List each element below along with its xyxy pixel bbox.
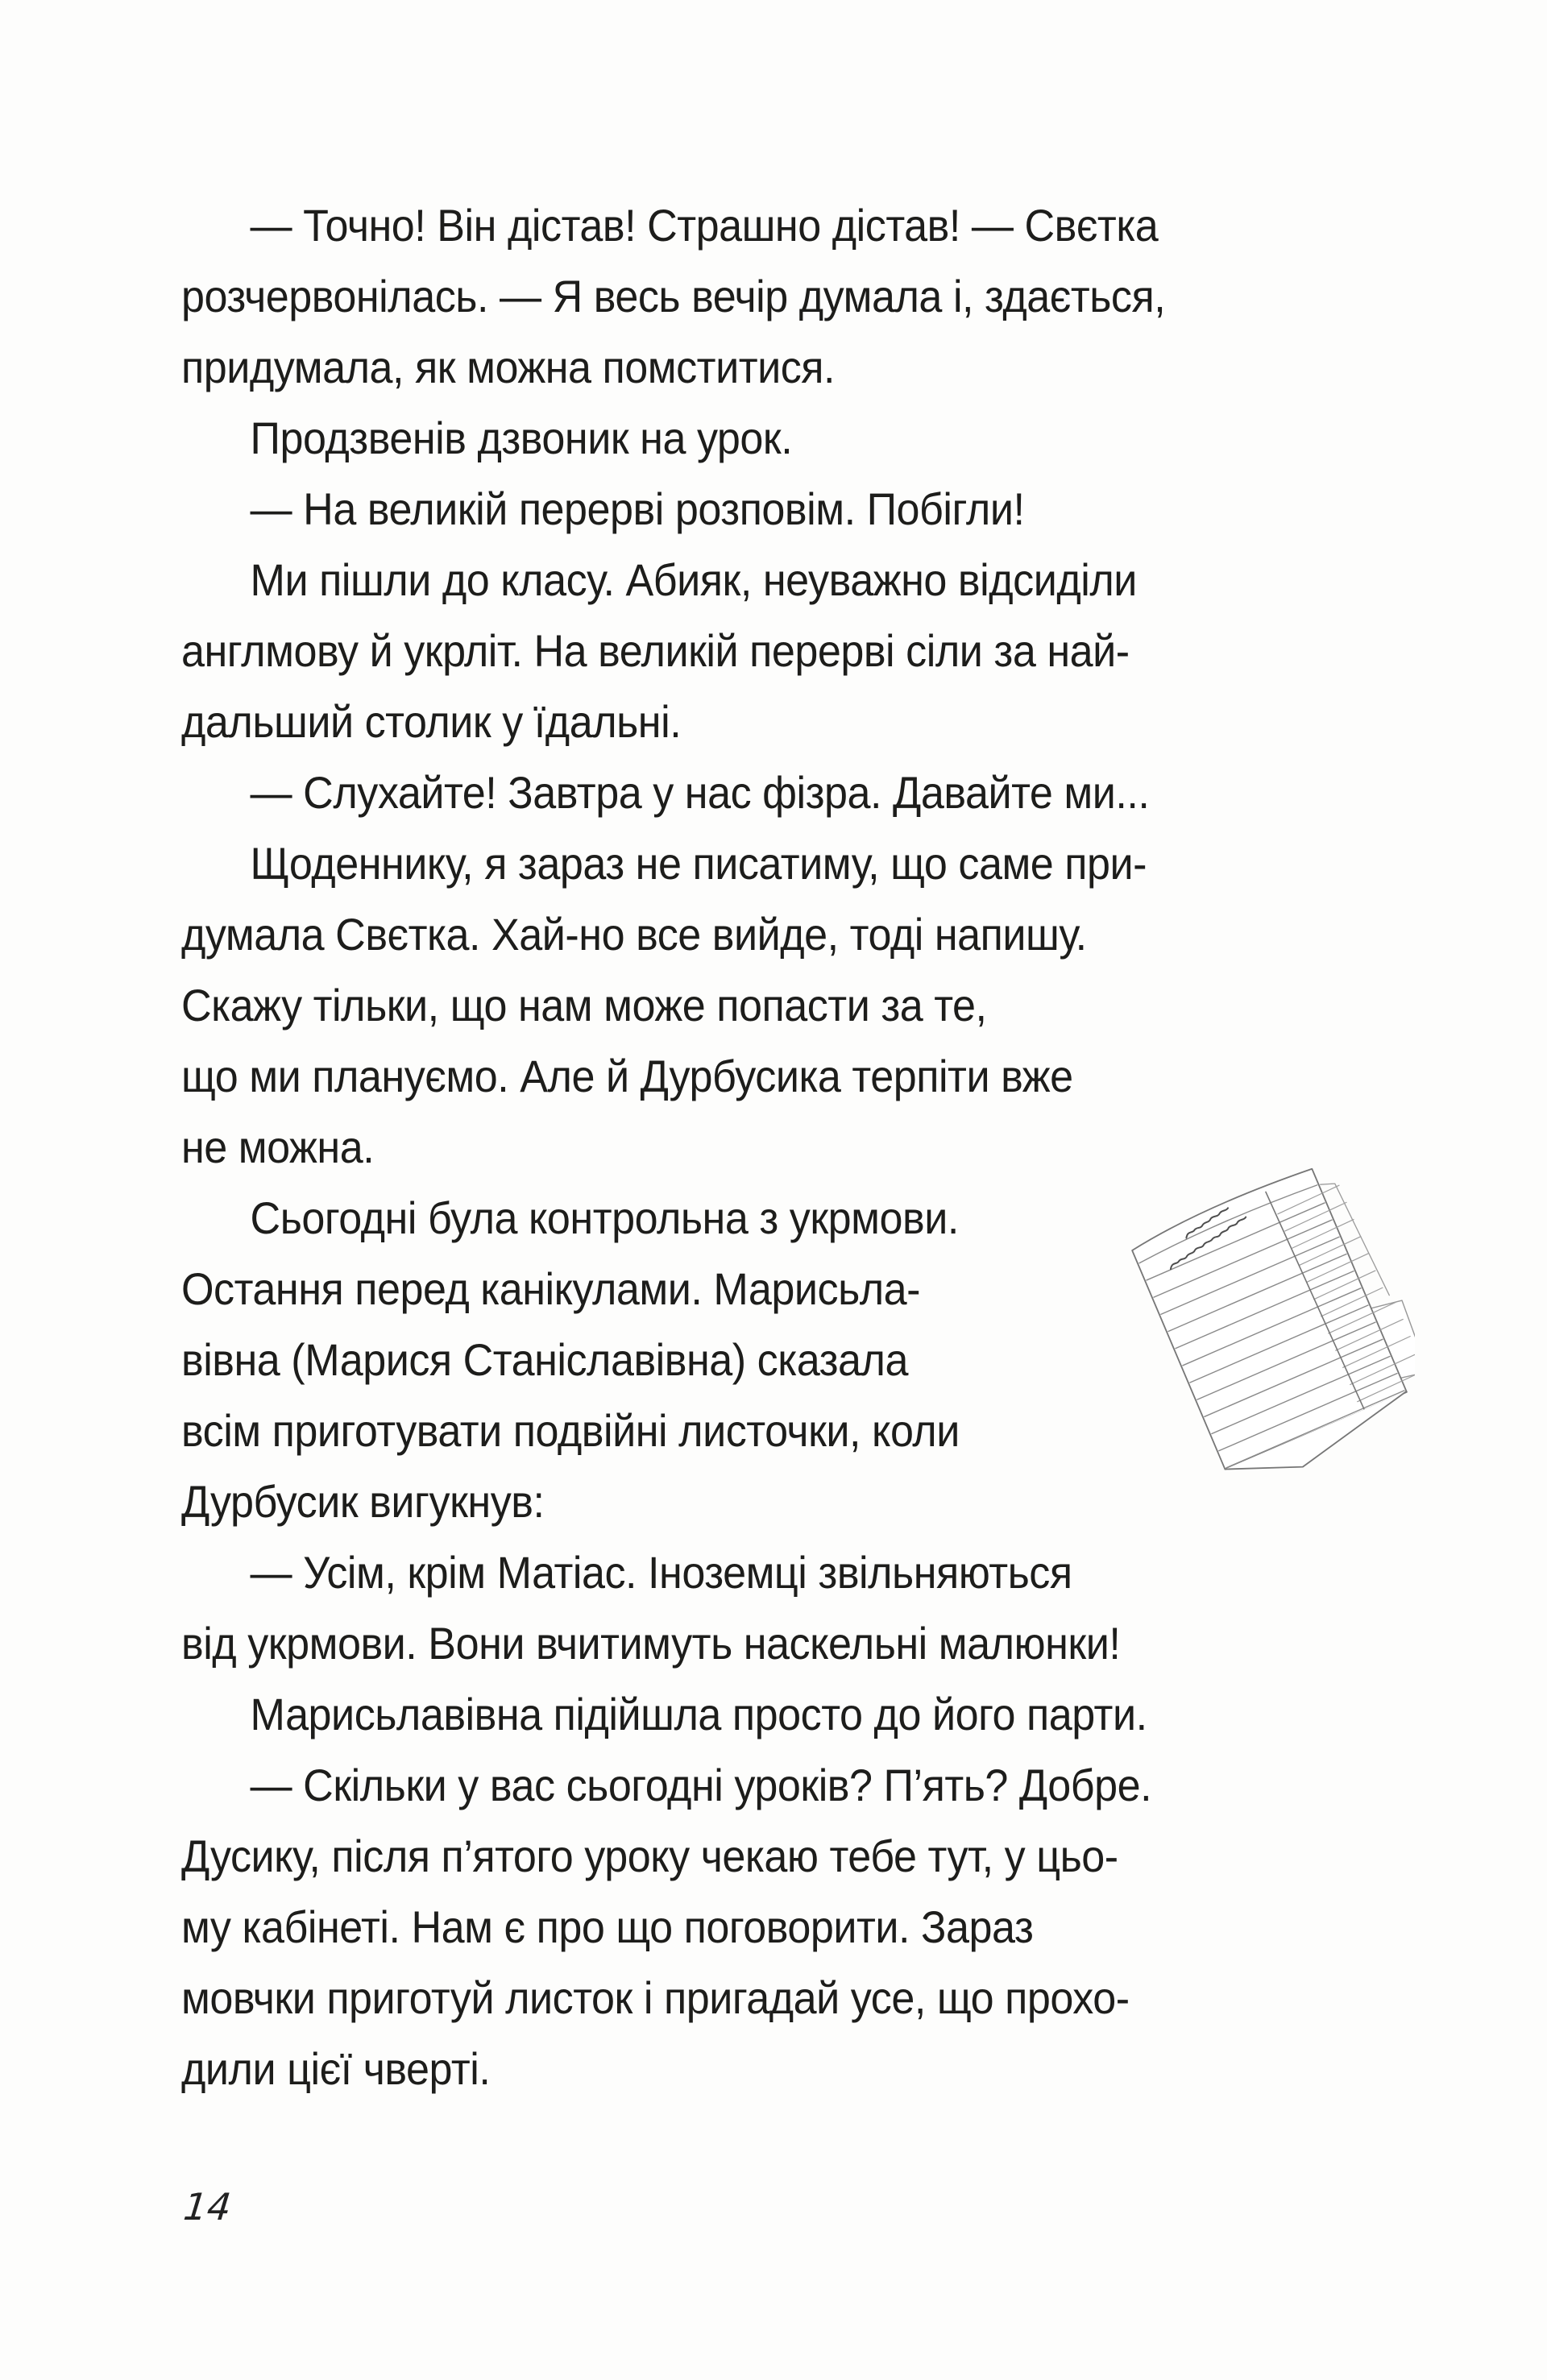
text-line: Дурбусик вигукнув: bbox=[181, 1476, 545, 1527]
text-line: не можна. bbox=[181, 1122, 375, 1172]
text-line: — Слухайте! Завтра у нас фізра. Давайте ми... bbox=[250, 767, 1150, 818]
text-line: му кабінеті. Нам є про що поговорити. Зараз bbox=[181, 1901, 1034, 1952]
text-line: всім приготувати подвійні листочки, коли bbox=[181, 1405, 960, 1456]
text-line: Щоденнику, я зараз не писатиму, що саме при- bbox=[250, 838, 1147, 889]
text-line: Продзвенів дзвоник на урок. bbox=[250, 413, 793, 463]
text-line: Ми пішли до класу. Абияк, неуважно відсиділи bbox=[250, 554, 1137, 605]
text-line: Дусику, після п’ятого уроку чекаю тебе тут, у цьо- bbox=[181, 1831, 1118, 1881]
text-line: — Усім, крім Матіас. Іноземці звільняються bbox=[250, 1547, 1072, 1598]
text-line: — Точно! Він дістав! Страшно дістав! — Свєтка bbox=[250, 200, 1159, 251]
text-line: вівна (Марися Станіславівна) сказала bbox=[181, 1334, 908, 1385]
text-line: думала Свєтка. Хай-но все вийде, тоді напишу. bbox=[181, 909, 1087, 960]
text-line: Сьогодні була контрольна з укрмови. bbox=[250, 1192, 959, 1243]
text-line: дили цієї чверті. bbox=[181, 2043, 491, 2094]
text-line: — Скільки у вас сьогодні уроків? П’ять? Добре. bbox=[250, 1760, 1152, 1810]
text-line: Остання перед канікулами. Марисьла- bbox=[181, 1263, 921, 1314]
text-line: Марисьлавівна підійшла просто до його парти. bbox=[250, 1689, 1147, 1739]
text-line: — На великій перерві розповім. Побігли! bbox=[250, 483, 1025, 534]
text-line: мовчки приготуй листок і пригадай усе, що прохо- bbox=[181, 1972, 1130, 2023]
text-line: розчервонілась. — Я весь вечір думала і, здається, bbox=[181, 271, 1166, 321]
text-line: що ми плануємо. Але й Дурбусика терпіти вже bbox=[181, 1051, 1073, 1101]
body-text bbox=[181, 190, 1165, 2104]
notebook-sketch-illustration bbox=[1125, 1138, 1415, 1524]
text-line: придумала, як можна помститися. bbox=[181, 342, 836, 392]
text-line: Скажу тільки, що нам може попасти за те, bbox=[181, 980, 987, 1030]
text-line: від укрмови. Вони вчитимуть наскельні малюнки! bbox=[181, 1618, 1121, 1669]
text-line: дальший столик у їдальні. bbox=[181, 696, 682, 747]
page-number: 14 bbox=[181, 2185, 234, 2229]
text-line: англмову й укрліт. На великій перерві сіли за най- bbox=[181, 625, 1130, 676]
